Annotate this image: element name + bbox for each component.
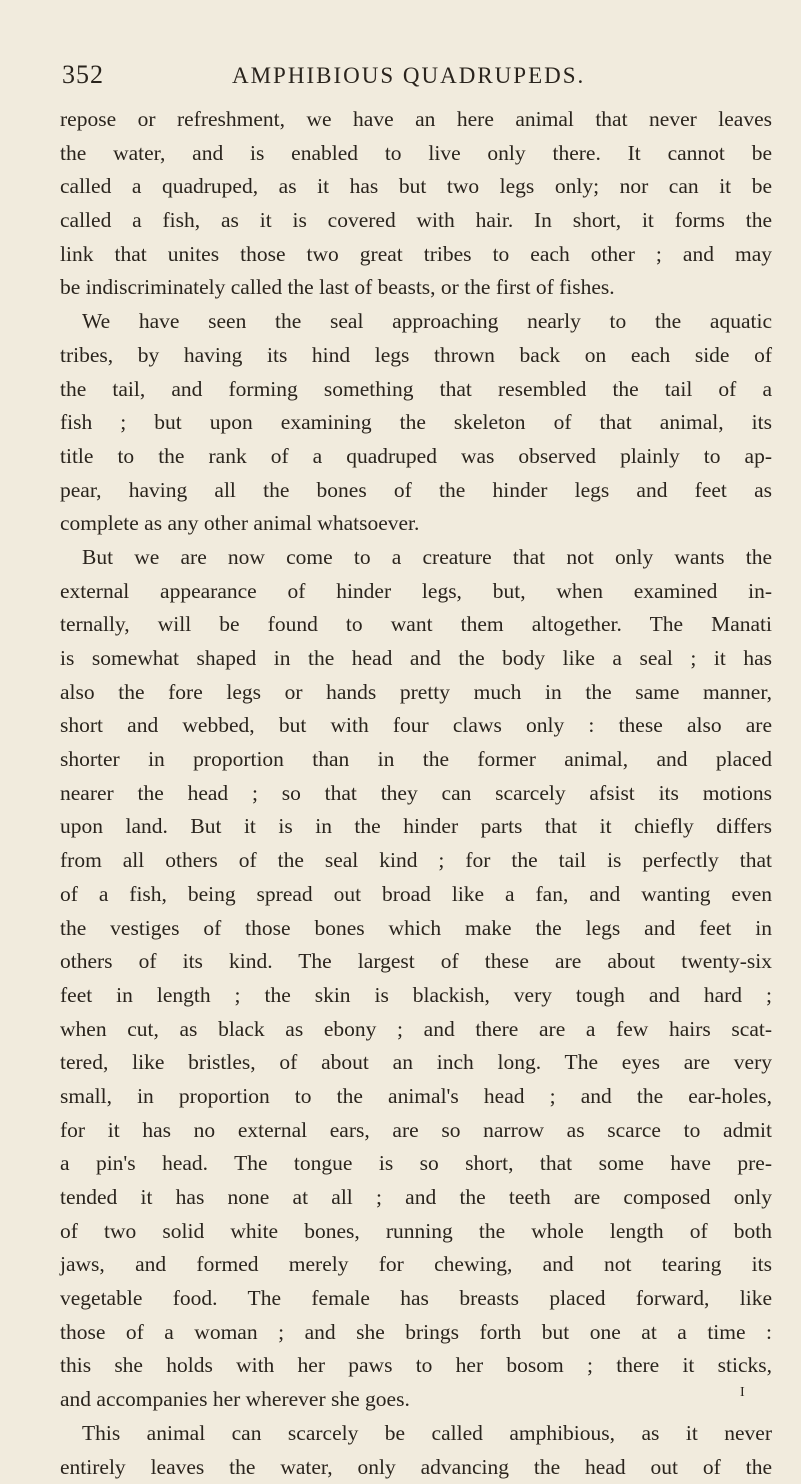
text-line: of a fish, being spread out broad like a fan, and wanting even bbox=[60, 878, 772, 912]
body-text bbox=[60, 103, 772, 1484]
text-line: fish ; but upon examining the skeleton of that animal, its bbox=[60, 406, 772, 440]
text-line: complete as any other animal whatsoever. bbox=[60, 507, 772, 541]
text-line: called a fish, as it is covered with hair. In short, it forms the bbox=[60, 204, 772, 238]
text-line: repose or refreshment, we have an here animal that never leaves bbox=[60, 103, 772, 137]
text-line: ternally, will be found to want them altogether. The Manati bbox=[60, 608, 772, 642]
text-line: link that unites those two great tribes to each other ; and may bbox=[60, 238, 772, 272]
text-line: and accompanies her wherever she goes. bbox=[60, 1383, 772, 1417]
text-line: a pin's head. The tongue is so short, that some have pre- bbox=[60, 1147, 772, 1181]
text-line: title to the rank of a quadruped was observed plainly to ap- bbox=[60, 440, 772, 474]
text-line: from all others of the seal kind ; for the tail is perfectly that bbox=[60, 844, 772, 878]
text-line: We have seen the seal approaching nearly to the aquatic bbox=[60, 305, 772, 339]
text-line: feet in length ; the skin is blackish, very tough and hard ; bbox=[60, 979, 772, 1013]
text-line: tended it has none at all ; and the teeth are composed only bbox=[60, 1181, 772, 1215]
text-line: This animal can scarcely be called amphibious, as it never bbox=[60, 1417, 772, 1451]
page-number: 352 bbox=[62, 60, 104, 90]
text-line: when cut, as black as ebony ; and there are a few hairs scat- bbox=[60, 1013, 772, 1047]
running-head: AMPHIBIOUS QUADRUPEDS. bbox=[232, 63, 585, 89]
text-line: be indiscriminately called the last of beasts, or the first of fishes. bbox=[60, 271, 772, 305]
text-line: external appearance of hinder legs, but, when examined in- bbox=[60, 575, 772, 609]
text-line: called a quadruped, as it has but two legs only; nor can it be bbox=[60, 170, 772, 204]
text-line: short and webbed, but with four claws only : these also are bbox=[60, 709, 772, 743]
text-line: also the fore legs or hands pretty much in the same manner, bbox=[60, 676, 772, 710]
text-line: of two solid white bones, running the whole length of both bbox=[60, 1215, 772, 1249]
text-line: tered, like bristles, of about an inch long. The eyes are very bbox=[60, 1046, 772, 1080]
text-line: pear, having all the bones of the hinder legs and feet as bbox=[60, 474, 772, 508]
page-header bbox=[62, 60, 772, 94]
text-line: is somewhat shaped in the head and the body like a seal ; it has bbox=[60, 642, 772, 676]
text-line: nearer the head ; so that they can scarcely afsist its motions bbox=[60, 777, 772, 811]
signature-mark: I bbox=[740, 1385, 745, 1401]
text-line: for it has no external ears, are so narrow as scarce to admit bbox=[60, 1114, 772, 1148]
text-line: upon land. But it is in the hinder parts that it chiefly differs bbox=[60, 810, 772, 844]
text-line: the tail, and forming something that resembled the tail of a bbox=[60, 373, 772, 407]
text-line: the water, and is enabled to live only there. It cannot be bbox=[60, 137, 772, 171]
text-line: But we are now come to a creature that not only wants the bbox=[60, 541, 772, 575]
text-line: the vestiges of those bones which make the legs and feet in bbox=[60, 912, 772, 946]
text-line: jaws, and formed merely for chewing, and not tearing its bbox=[60, 1248, 772, 1282]
text-line: vegetable food. The female has breasts placed forward, like bbox=[60, 1282, 772, 1316]
text-line: this she holds with her paws to her bosom ; there it sticks, bbox=[60, 1349, 772, 1383]
text-line: those of a woman ; and she brings forth but one at a time : bbox=[60, 1316, 772, 1350]
text-line: entirely leaves the water, only advancing the head out of the bbox=[60, 1451, 772, 1484]
text-line: small, in proportion to the animal's head ; and the ear-holes, bbox=[60, 1080, 772, 1114]
text-line: shorter in proportion than in the former animal, and placed bbox=[60, 743, 772, 777]
text-line: tribes, by having its hind legs thrown back on each side of bbox=[60, 339, 772, 373]
text-line: others of its kind. The largest of these are about twenty-six bbox=[60, 945, 772, 979]
